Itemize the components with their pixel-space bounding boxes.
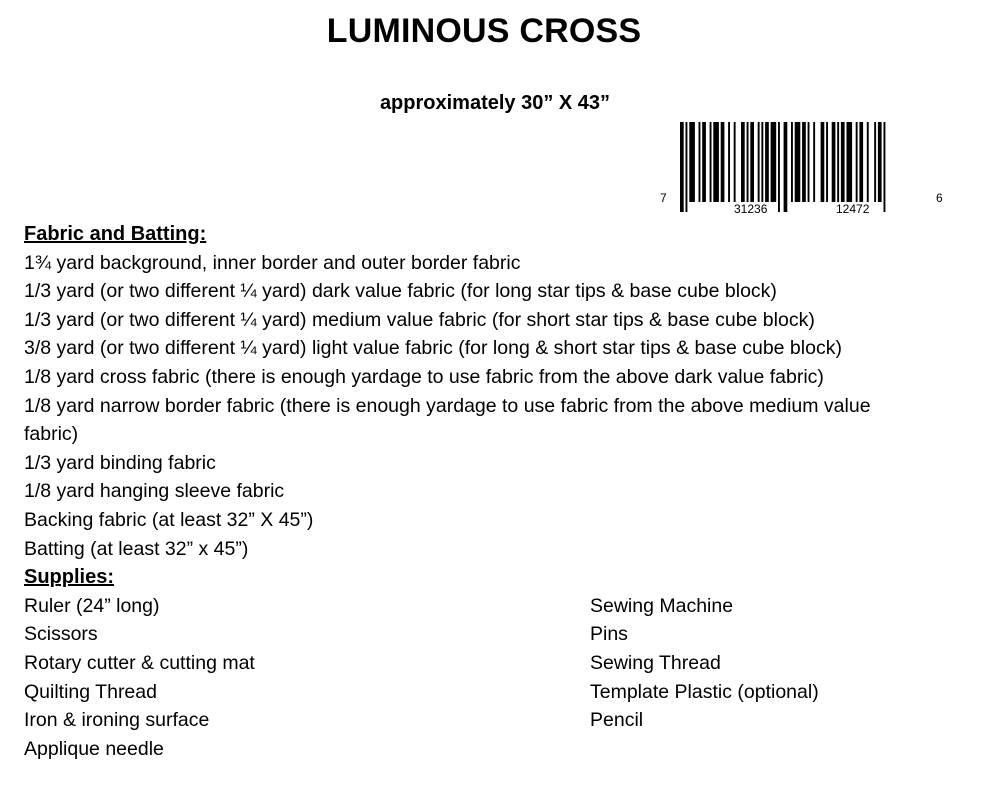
list-item: Backing fabric (at least 32” X 45”) — [24, 508, 314, 531]
barcode-bar — [856, 122, 858, 202]
barcode-bar — [847, 122, 853, 202]
barcode-bar — [826, 122, 828, 202]
list-item: 1/3 yard (or two different ¼ yard) medium value fabric (for short star tips & base cube block) — [24, 308, 815, 331]
list-item: Iron & ironing surface — [24, 709, 210, 732]
barcode-bar — [874, 122, 876, 202]
barcode-bar — [734, 122, 736, 202]
barcode-bar — [680, 122, 684, 212]
list-item: Pencil — [590, 709, 644, 732]
list-item: Applique needle — [24, 737, 164, 760]
list-item: 1/3 yard (or two different ¼ yard) dark value fabric (for long star tips & base cube block) — [24, 280, 777, 303]
page-title: LUMINOUS CROSS — [326, 12, 642, 50]
barcode-bar — [728, 122, 730, 202]
list-item: Sewing Thread — [590, 651, 721, 674]
barcode-bar — [784, 122, 788, 212]
barcode-bar — [832, 122, 836, 202]
barcode-bar — [878, 122, 882, 202]
list-item: Scissors — [24, 623, 98, 646]
barcode-bar — [771, 122, 777, 202]
barcode-bar — [859, 122, 863, 202]
list-item: 3/8 yard (or two different ¼ yard) light value fabric (for long & short star tips & base cube block) — [24, 337, 842, 360]
list-item: 1/8 yard hanging sleeve fabric — [24, 480, 285, 503]
barcode-bar — [884, 122, 886, 212]
barcode-bar — [750, 122, 754, 202]
barcode-bar — [778, 122, 780, 212]
barcode — [652, 118, 952, 218]
barcode-bar — [841, 122, 845, 202]
barcode-bar — [808, 122, 810, 202]
list-item: Sewing Machine — [590, 594, 734, 617]
barcode-bar — [689, 122, 695, 202]
list-item: Ruler (24” long) — [24, 594, 160, 617]
barcode-group-2: 12472 — [836, 202, 870, 216]
list-item: Batting (at least 32” x 45”) — [24, 537, 249, 560]
barcode-bar — [761, 122, 763, 202]
list-item: 1/3 yard binding fabric — [24, 451, 216, 474]
barcode-bar — [821, 122, 825, 202]
barcode-bar — [699, 122, 701, 202]
quilt-size: approximately 30” X 43” — [379, 92, 611, 114]
barcode-bar — [802, 122, 806, 202]
list-item: Pins — [590, 623, 628, 646]
barcode-bar — [747, 122, 749, 202]
supplies-right-column — [590, 592, 984, 764]
barcode-bar — [837, 122, 839, 202]
list-item: Template Plastic (optional) — [590, 680, 819, 703]
barcode-left-digit: 7 — [660, 191, 667, 205]
barcode-bar — [686, 122, 688, 212]
supplies-list — [24, 592, 984, 764]
barcode-bar — [702, 122, 706, 202]
supplies-heading: Supplies: — [24, 566, 115, 589]
barcode-bars — [652, 118, 952, 218]
barcode-bar — [795, 122, 801, 202]
list-item: 1/8 yard narrow border fabric (there is enough yardage to use fabric from the above medium value fabric) — [24, 394, 871, 446]
list-item: Quilting Thread — [24, 680, 157, 703]
list-item: Rotary cutter & cutting mat — [24, 651, 255, 674]
barcode-right-digit: 6 — [936, 191, 943, 205]
barcode-group-1: 31236 — [734, 202, 768, 216]
barcode-bar — [791, 122, 793, 202]
barcode-bar — [713, 122, 719, 202]
barcode-bar — [867, 122, 869, 202]
barcode-bar — [710, 122, 712, 202]
barcode-bar — [765, 122, 769, 202]
list-item: 1¾ yard background, inner border and outer border fabric — [24, 251, 521, 274]
barcode-bar — [721, 122, 725, 202]
materials-list — [24, 220, 984, 763]
list-item: 1/8 yard cross fabric (there is enough yardage to use fabric from the above dark value fabric) — [24, 365, 824, 388]
barcode-bar — [813, 122, 815, 202]
barcode-bar — [758, 122, 760, 202]
supplies-left-column — [24, 592, 590, 764]
fabric-heading: Fabric and Batting: — [24, 223, 207, 245]
barcode-bar — [741, 122, 745, 202]
